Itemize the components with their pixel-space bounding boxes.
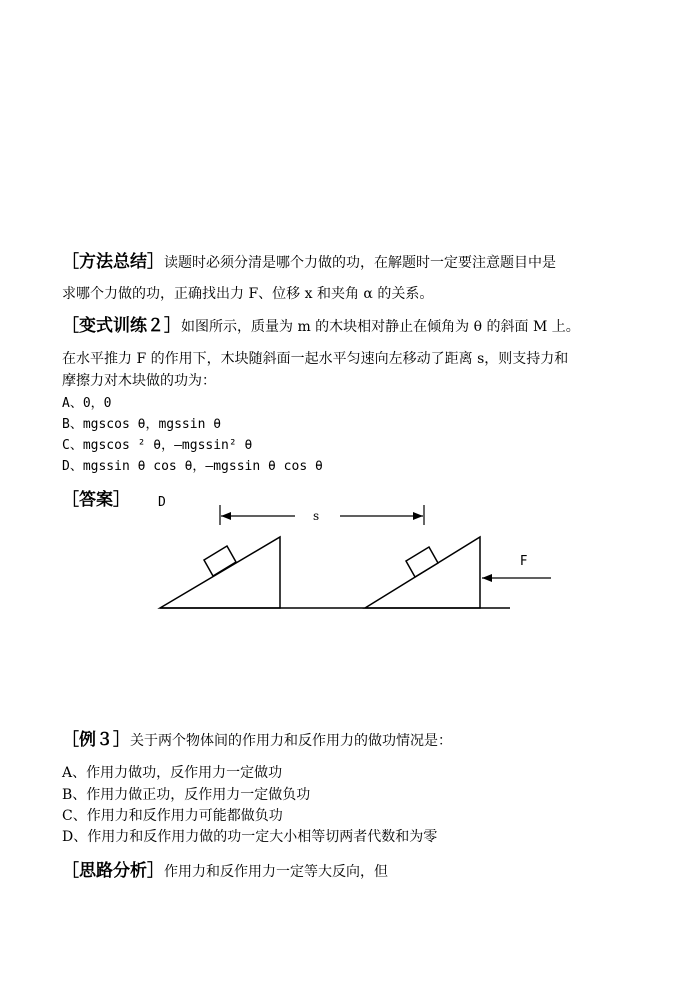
- analysis-text-1: 作用力和反作用力一定等大反向，但: [164, 864, 388, 880]
- example3-option-a: A、作用力做功，反作用力一定做功: [62, 765, 283, 781]
- variant-text-1: 如图所示，质量为 m 的木块相对静止在倾角为 θ 的斜面 M 上。: [181, 319, 580, 335]
- example3-heading: ［例３］: [62, 730, 130, 750]
- example3-text-1: 关于两个物体间的作用力和反作用力的做功情况是：: [130, 733, 452, 749]
- variant-text-3: 摩擦力对木块做的功为：: [62, 373, 216, 389]
- method-summary-text-2: 求哪个力做的功，正确找出力 F、位移 x 和夹角 α 的关系。: [62, 286, 434, 302]
- example3-option-c: C、作用力和反作用力可能都做负功: [62, 808, 283, 824]
- answer-value: D: [158, 495, 166, 510]
- s-label: s: [313, 509, 320, 523]
- analysis-line-1: [62, 861, 388, 882]
- analysis-heading: ［思路分析］: [62, 861, 164, 881]
- s-arrowhead-left: [221, 512, 231, 520]
- answer-heading: ［答案］: [62, 490, 130, 510]
- variant-option-a: A、0，0: [62, 396, 112, 411]
- variant-heading: ［变式训练２］: [62, 316, 181, 336]
- method-summary-heading: ［方法总结］: [62, 252, 164, 272]
- variant-option-c: C、mgscos ² θ，—mgssin² θ: [62, 438, 253, 453]
- block-right: [406, 547, 438, 577]
- variant-option-b: B、mgscos θ，mgssin θ: [62, 417, 222, 432]
- force-label: F: [520, 554, 528, 569]
- example3-option-d: D、作用力和反作用力做的功一定大小相等切两者代数和为零: [62, 829, 438, 845]
- example3-line-1: [62, 730, 452, 751]
- example3-option-b: B、作用力做正功，反作用力一定做负功: [62, 787, 311, 803]
- block-left: [204, 546, 236, 576]
- method-summary-text-1: 读题时必须分清是哪个力做的功，在解题时一定要注意题目中是: [164, 255, 556, 271]
- force-arrowhead: [482, 574, 492, 582]
- variant-text-2: 在水平推力 F 的作用下，木块随斜面一起水平匀速向左移动了距离 s，则支持力和: [62, 351, 569, 367]
- variant-option-d: D、mgssin θ cos θ，—mgssin θ cos θ: [62, 459, 323, 474]
- s-arrowhead-right: [413, 512, 423, 520]
